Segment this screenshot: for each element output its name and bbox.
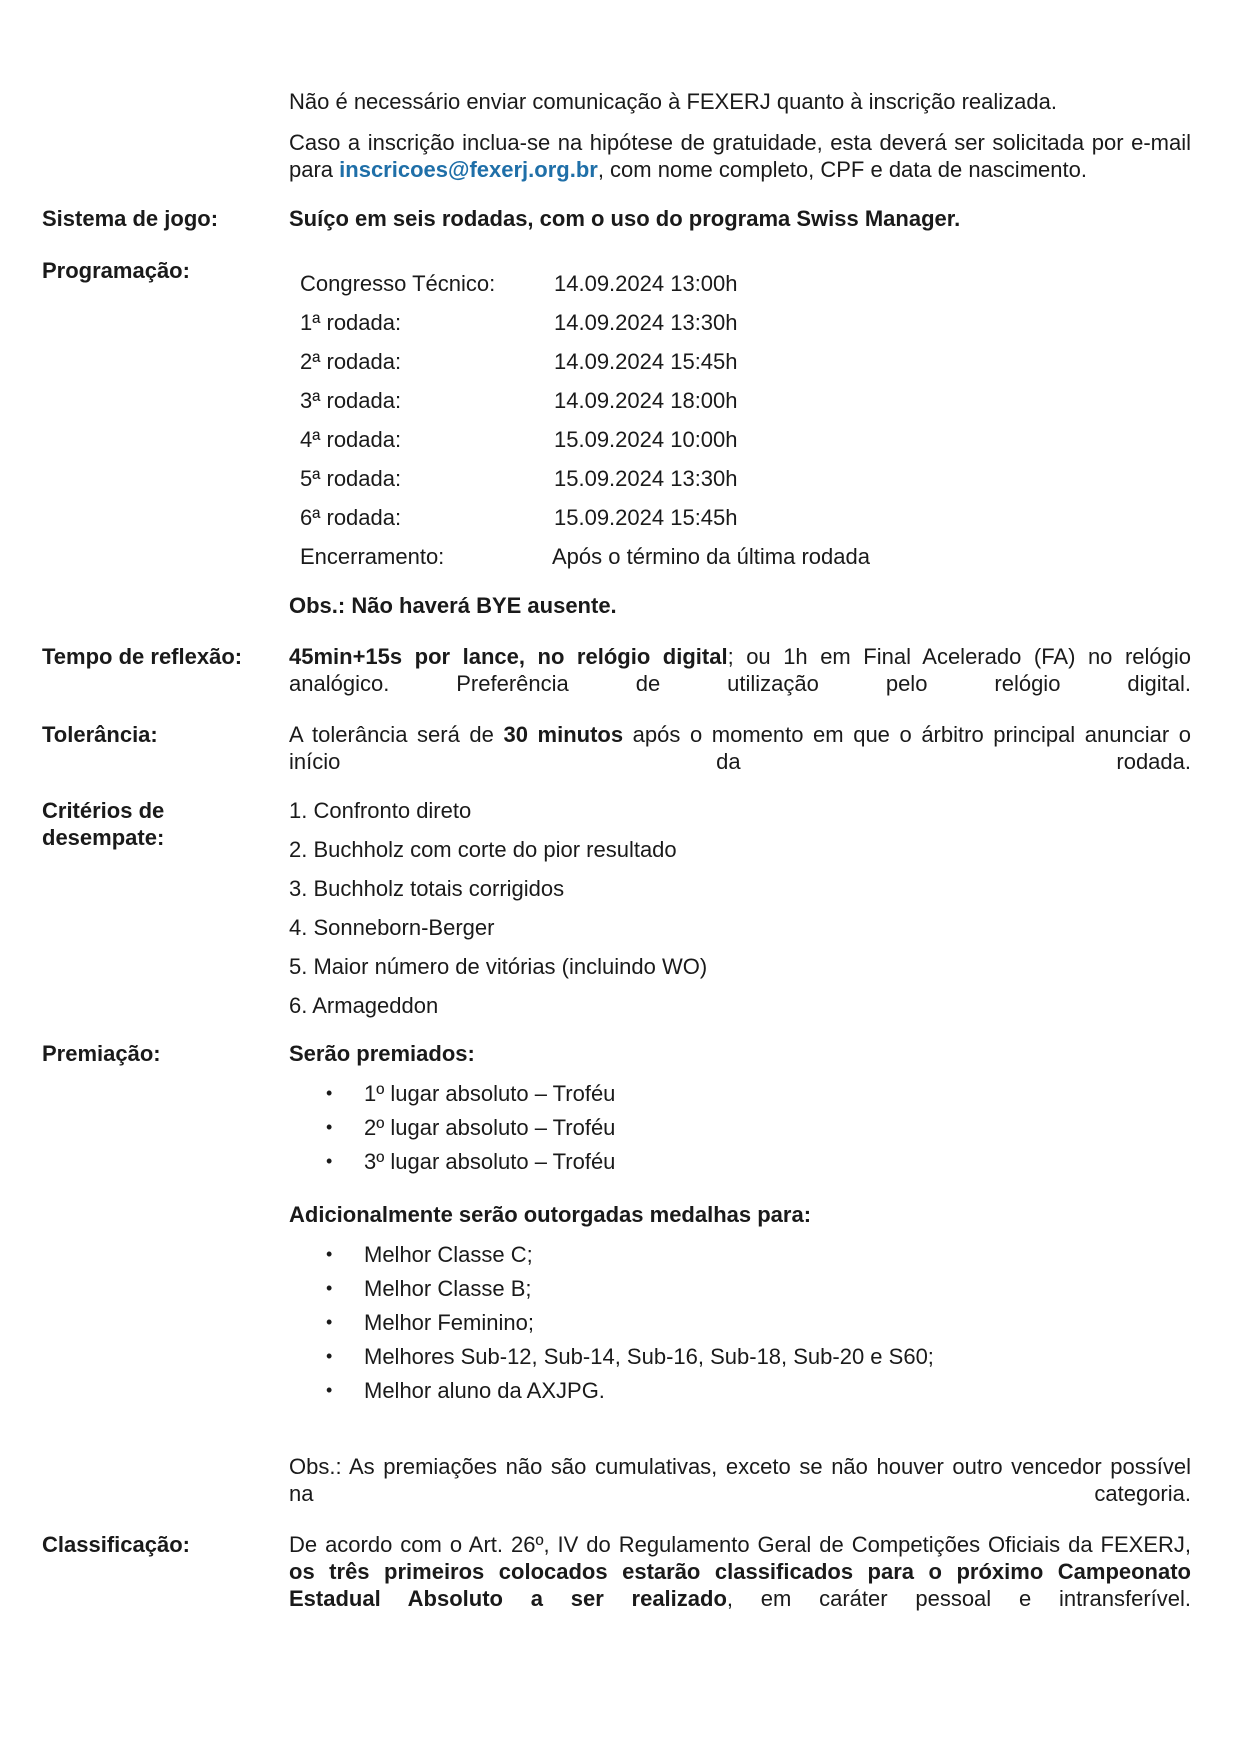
criterios-label-line1: Critérios de bbox=[42, 798, 165, 823]
medal-item bbox=[289, 1343, 1191, 1377]
medal-item bbox=[289, 1309, 1191, 1343]
schedule-row bbox=[300, 543, 870, 582]
trophy-item bbox=[289, 1114, 1191, 1148]
trophy-item bbox=[289, 1148, 1191, 1182]
medalhas-heading: Adicionalmente serão outorgadas medalhas para: bbox=[289, 1202, 812, 1227]
tolerancia-bold-text: 30 minutos bbox=[503, 722, 624, 747]
gratuidade-paragraph bbox=[289, 129, 1191, 183]
schedule-event: 6ª rodada: bbox=[300, 505, 402, 530]
criterio-item: 1. Confronto direto bbox=[289, 798, 472, 823]
schedule-row bbox=[300, 387, 870, 426]
classificacao-bold-text: os três primeiros colocados estarão classificados para o próximo Campeonato Estadual Absoluto a ser realizado bbox=[289, 1559, 1191, 1611]
schedule-time: Após o término da última rodada bbox=[552, 544, 870, 569]
criterio-item: 2. Buchholz com corte do pior resultado bbox=[289, 837, 677, 862]
schedule-event: 4ª rodada: bbox=[300, 427, 402, 452]
medal-item bbox=[289, 1377, 1191, 1411]
criterio-item: 6. Armageddon bbox=[289, 993, 439, 1018]
tempo-label: Tempo de reflexão: bbox=[42, 644, 243, 669]
criterio-item: 3. Buchholz totais corrigidos bbox=[289, 876, 565, 901]
bullet-icon: • bbox=[326, 1117, 333, 1137]
criterios-label-line2: desempate: bbox=[42, 825, 165, 850]
medal-item bbox=[289, 1241, 1191, 1275]
trophy-text: 3º lugar absoluto – Troféu bbox=[364, 1149, 616, 1174]
schedule-time: 15.09.2024 15:45h bbox=[554, 505, 738, 530]
tolerancia-text-end: após o momento em que o árbitro principal anunciar o início da rodada. bbox=[289, 722, 1191, 774]
schedule-time: 15.09.2024 13:30h bbox=[554, 466, 738, 491]
tolerancia-text bbox=[289, 721, 1191, 775]
criterios-label bbox=[42, 797, 282, 851]
sistema-label: Sistema de jogo: bbox=[42, 206, 219, 231]
tempo-text bbox=[289, 643, 1191, 697]
bullet-icon: • bbox=[326, 1244, 333, 1264]
schedule-time: 14.09.2024 13:30h bbox=[554, 310, 738, 335]
sistema-text: Suíço em seis rodadas, com o uso do programa Swiss Manager. bbox=[289, 206, 961, 231]
medal-text: Melhores Sub-12, Sub-14, Sub-16, Sub-18, Sub-20 e S60; bbox=[364, 1344, 934, 1369]
programacao-obs: Obs.: Não haverá BYE ausente. bbox=[289, 593, 617, 618]
medal-text: Melhor Feminino; bbox=[364, 1310, 534, 1335]
schedule-row bbox=[300, 270, 870, 309]
gratuidade-text: Caso a inscrição inclua-se na hipótese de gratuidade, esta deverá ser solicitada por e-mail para bbox=[289, 130, 1191, 182]
trophy-list bbox=[289, 1080, 1191, 1182]
schedule-table bbox=[300, 270, 870, 582]
email-link[interactable]: inscricoes@fexerj.org.br bbox=[339, 157, 598, 182]
schedule-event: 2ª rodada: bbox=[300, 349, 402, 374]
schedule-event: Encerramento: bbox=[300, 544, 445, 569]
criterio-item: 5. Maior número de vitórias (incluindo WO) bbox=[289, 954, 708, 979]
criterio-item: 4. Sonneborn-Berger bbox=[289, 915, 495, 940]
schedule-event: Congresso Técnico: bbox=[300, 271, 496, 296]
tempo-bold-text: 45min+15s por lance, no relógio digital bbox=[289, 644, 728, 669]
schedule-time: 14.09.2024 13:00h bbox=[554, 271, 738, 296]
medal-item bbox=[289, 1275, 1191, 1309]
bullet-icon: • bbox=[326, 1278, 333, 1298]
criterios-list bbox=[289, 797, 1191, 1031]
schedule-row bbox=[300, 426, 870, 465]
classificacao-text-start: De acordo com o Art. 26º, IV do Regulamento Geral de Competições Oficiais da FEXERJ, bbox=[289, 1532, 1191, 1557]
trophy-item bbox=[289, 1080, 1191, 1114]
premiacao-label: Premiação: bbox=[42, 1041, 161, 1066]
trophy-text: 1º lugar absoluto – Troféu bbox=[364, 1081, 616, 1106]
inscricao-note bbox=[289, 88, 1191, 115]
schedule-row bbox=[300, 348, 870, 387]
schedule-time: 14.09.2024 15:45h bbox=[554, 349, 738, 374]
medal-text: Melhor Classe C; bbox=[364, 1242, 533, 1267]
medal-text: Melhor Classe B; bbox=[364, 1276, 532, 1301]
schedule-time: 14.09.2024 18:00h bbox=[554, 388, 738, 413]
schedule-event: 5ª rodada: bbox=[300, 466, 402, 491]
tolerancia-label: Tolerância: bbox=[42, 722, 158, 747]
premiacao-heading: Serão premiados: bbox=[289, 1041, 475, 1066]
classificacao-text-end: , em caráter pessoal e intransferível. bbox=[726, 1586, 1191, 1611]
medal-list bbox=[289, 1241, 1191, 1411]
schedule-event: 3ª rodada: bbox=[300, 388, 402, 413]
schedule-time: 15.09.2024 10:00h bbox=[554, 427, 738, 452]
schedule-row bbox=[300, 465, 870, 504]
schedule-row bbox=[300, 309, 870, 348]
classificacao-label: Classificação: bbox=[42, 1532, 190, 1557]
premiacao-obs: Obs.: As premiações não são cumulativas, exceto se não houver outro vencedor possível na categoria. bbox=[289, 1454, 1191, 1506]
bullet-icon: • bbox=[326, 1380, 333, 1400]
medal-text: Melhor aluno da AXJPG. bbox=[364, 1378, 605, 1403]
bullet-icon: • bbox=[326, 1151, 333, 1171]
programacao-label: Programação: bbox=[42, 258, 190, 283]
bullet-icon: • bbox=[326, 1346, 333, 1366]
bullet-icon: • bbox=[326, 1083, 333, 1103]
inscricao-note-text: Não é necessário enviar comunicação à FEXERJ quanto à inscrição realizada. bbox=[289, 89, 1057, 114]
schedule-row bbox=[300, 504, 870, 543]
schedule-event: 1ª rodada: bbox=[300, 310, 402, 335]
bullet-icon: • bbox=[326, 1312, 333, 1332]
trophy-text: 2º lugar absoluto – Troféu bbox=[364, 1115, 616, 1140]
gratuidade-text-end: , com nome completo, CPF e data de nascimento. bbox=[597, 157, 1087, 182]
tempo-rest-text: ; ou 1h em Final Acelerado (FA) no relógio analógico. Preferência de utilização pelo relógio digital. bbox=[289, 644, 1191, 696]
tolerancia-text-start: A tolerância será de bbox=[289, 722, 504, 747]
classificacao-text bbox=[289, 1531, 1191, 1612]
